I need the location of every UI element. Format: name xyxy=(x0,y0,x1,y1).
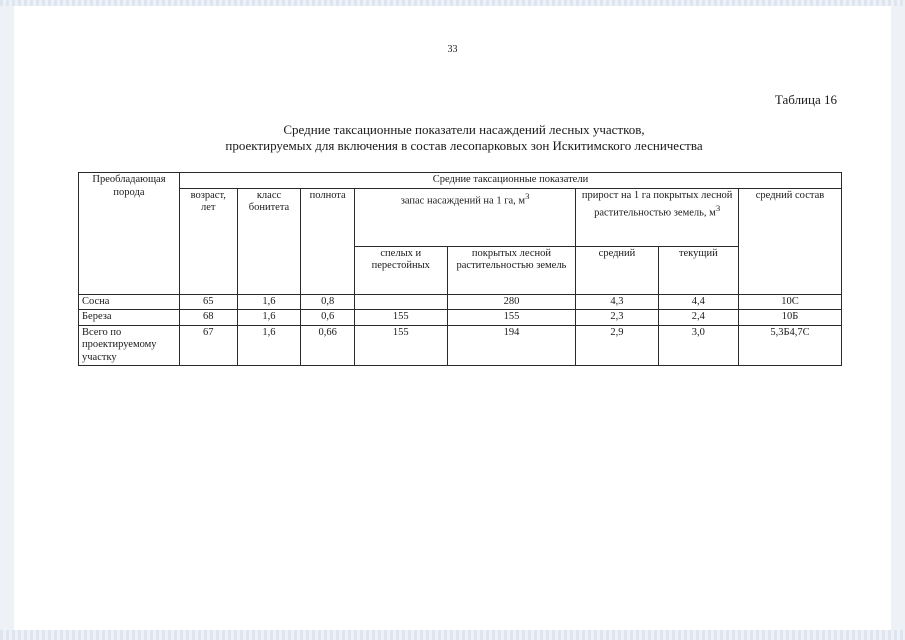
cell-composition: 10С xyxy=(738,294,841,310)
cell-site-class: 1,6 xyxy=(237,325,301,366)
cell-age: 65 xyxy=(179,294,237,310)
header-stock xyxy=(354,188,575,246)
table-row xyxy=(79,294,842,310)
header-growth-avg: средний xyxy=(576,246,658,294)
cell-stock-covered: 194 xyxy=(447,325,576,366)
table-number: Таблица 16 xyxy=(774,92,837,107)
table-row-total xyxy=(79,325,842,366)
cell-density: 0,8 xyxy=(301,294,355,310)
page-number: 33 xyxy=(447,44,458,55)
header-stock-text: запас насаждений на 1 га, м xyxy=(400,195,526,206)
header-growth-text: прирост на 1 га покрытых лесной растительностью земель, м xyxy=(581,189,733,219)
scan-edge-bottom xyxy=(0,630,905,640)
header-stock-ripe: спелых и перестойных xyxy=(354,246,447,294)
cell-growth-cur: 3,0 xyxy=(658,325,738,366)
cell-composition: 10Б xyxy=(738,310,841,326)
cell-growth-cur: 4,4 xyxy=(658,294,738,310)
header-density: полнота xyxy=(301,188,355,294)
header-group: Средние таксационные показатели xyxy=(179,173,841,189)
header-age: возраст, лет xyxy=(179,188,237,294)
table-title xyxy=(134,122,794,154)
document-page xyxy=(14,6,891,630)
superscript-cube: 3 xyxy=(525,190,530,201)
cell-stock-covered: 280 xyxy=(447,294,576,310)
title-line-1: Средние таксационные показатели насаждений лесных участков, xyxy=(283,122,645,137)
header-composition: средний состав xyxy=(738,188,841,294)
header-growth-cur: текущий xyxy=(658,246,738,294)
header-growth xyxy=(576,188,739,246)
cell-growth-avg: 4,3 xyxy=(576,294,658,310)
cell-species: Береза xyxy=(79,310,180,326)
cell-stock-ripe xyxy=(354,294,447,310)
cell-age: 68 xyxy=(179,310,237,326)
cell-species: Всего по проектируемому участку xyxy=(79,325,180,366)
table-row xyxy=(79,310,842,326)
cell-age: 67 xyxy=(179,325,237,366)
cell-site-class: 1,6 xyxy=(237,294,301,310)
cell-growth-avg: 2,9 xyxy=(576,325,658,366)
cell-density: 0,66 xyxy=(301,325,355,366)
cell-growth-avg: 2,3 xyxy=(576,310,658,326)
cell-growth-cur: 2,4 xyxy=(658,310,738,326)
cell-species: Сосна xyxy=(79,294,180,310)
header-species: Преобладающая порода xyxy=(79,173,180,295)
cell-site-class: 1,6 xyxy=(237,310,301,326)
cell-stock-ripe: 155 xyxy=(354,310,447,326)
cell-composition: 5,3Б4,7С xyxy=(738,325,841,366)
cell-stock-covered: 155 xyxy=(447,310,576,326)
header-stock-covered: покрытых лесной растительностью земель xyxy=(447,246,576,294)
taxation-table xyxy=(78,172,842,366)
title-line-2: проектируемых для включения в состав лесопарковых зон Искитимского лесничества xyxy=(225,138,703,153)
header-site-class: класс бонитета xyxy=(237,188,301,294)
cell-density: 0,6 xyxy=(301,310,355,326)
cell-stock-ripe: 155 xyxy=(354,325,447,366)
superscript-cube: 3 xyxy=(715,203,721,213)
